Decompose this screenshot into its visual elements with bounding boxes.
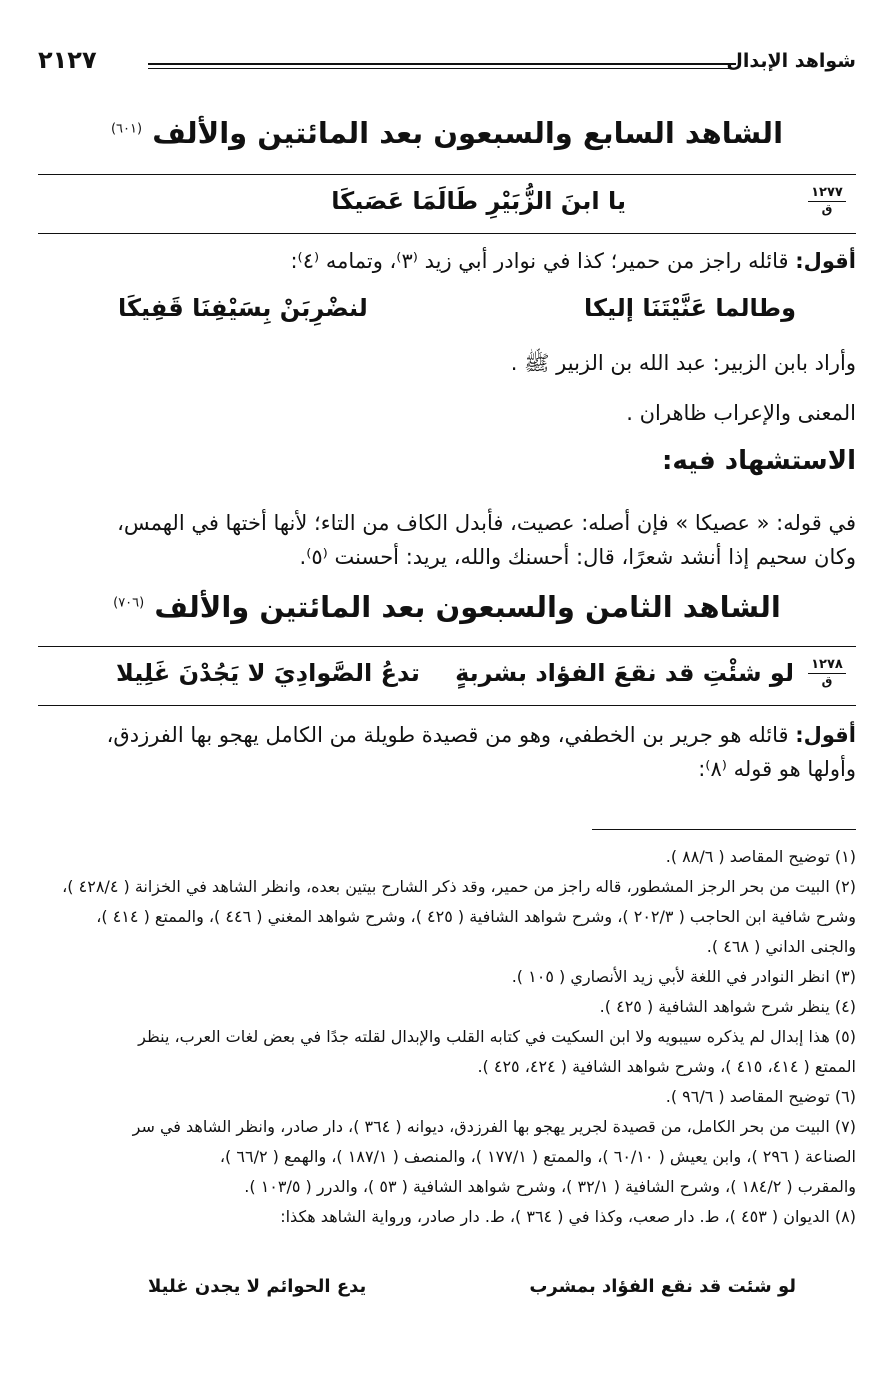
meaning-line: المعنى والإعراب ظاهران .: [626, 401, 856, 425]
commentary-label: أقول:: [795, 723, 856, 747]
commentary-line: [38, 718, 856, 752]
footnote-line: (٧) البيت من بحر الكامل، من قصيدة لجرير يهجو بها الفرزدق، ديوانه ( ٣٦٤ )، دار صادر، وانظر الشاهد في سر: [132, 1117, 856, 1136]
verse-number-value: ١٢٧٨: [811, 657, 843, 672]
header-rule: [148, 63, 736, 69]
running-header: [38, 46, 856, 90]
footnote-line: (٢) البيت من بحر الرجز المشطور، قاله راجز من حمير، وقد ذكر الشارح بيتين بعده، وانظر الشاهد في الخزانة ( ٤٢٨/٤ )،: [62, 877, 856, 896]
footnote-line: (٤) ينظر شرح شواهد الشافية ( ٤٢٥ ).: [599, 997, 856, 1016]
witness-heading-ref: (٧٠٦): [113, 595, 145, 611]
section-title: الاستشهاد فيه:: [661, 446, 856, 476]
witness-heading-text: الشاهد السابع والسبعون بعد المائتين والألف: [152, 116, 784, 150]
poem-first-hemistich: وطالما عَنَّيْتَنَا إليكا: [584, 294, 796, 322]
footnote-line: (٣) انظر النوادر في اللغة لأبي زيد الأنصاري ( ١٠٥ ).: [511, 967, 856, 986]
poem-second-hemistich: لنضْرِبَنْ بِسَيْفِنَا قَفِيكَا: [118, 294, 368, 322]
witness-heading-ref: (٦٠١): [110, 121, 143, 137]
witness-heading-text: الشاهد الثامن والسبعون بعد المائتين والألف: [154, 590, 781, 624]
footnote-line: (١) توضيح المقاصد ( ٨٨/٦ ).: [665, 847, 856, 866]
commentary-text: قائله هو جرير بن الخطفي، وهو من قصيدة طويلة من الكامل يهجو بها الفرزدق،: [106, 723, 796, 747]
footnote-line: الصناعة ( ٢٩٦ )، وابن يعيش ( ٦٠/١٠ )، والممتع ( ١٧٧/١ )، والمنصف ( ١٨٧/١ )، والهمع ( ٦٦/٢ )،: [219, 1147, 856, 1166]
note-line: وأراد بابن الزبير: عبد الله بن الزبير ﷺ .: [510, 351, 856, 375]
footnote-line: والجنى الداني ( ٤٦٨ ).: [706, 937, 856, 956]
verse-text: يا ابنَ الزُّبَيْرِ طَالَمَا عَصَيكَا: [331, 187, 626, 215]
verse-number: [802, 185, 852, 216]
footnote-separator: [592, 829, 856, 830]
witness-heading: [38, 116, 856, 150]
note-paragraph: [38, 346, 856, 380]
footnote-line: الممتع ( ٤١٤، ٤١٥ )، وشرح شواهد الشافية ( ٤٢٤، ٤٢٥ ).: [477, 1057, 856, 1076]
verse-number: [802, 657, 852, 688]
verse-first-hemistich: لو شئْتِ قد نقعَ الفؤاد بشربةٍ: [455, 659, 794, 687]
footnote-line: والمقرب ( ١٨٤/٢ )، وشرح الشافية ( ٣٢/١ )، وشرح شواهد الشافية ( ٥٣ )، والدرر ( ١٠٣/٥ ).: [244, 1177, 856, 1196]
running-title: شواهد الإبدال: [726, 50, 856, 72]
footnote-poem: [38, 1276, 856, 1306]
footnote-poem-first-hemistich: لو شئت قد نقع الفؤاد بمشرب: [529, 1276, 796, 1297]
istishhad-line: في قوله: « عصيكا » فإن أصله: عصيت، فأبدل الكاف من التاء؛ لأنها أختها في الهمس،: [117, 511, 856, 535]
commentary-label: أقول:: [795, 249, 856, 273]
footnotes: [38, 842, 856, 1232]
verse-second-hemistich: تدعُ الصَّوادِيَ لا يَجُدْنَ غَلِيلا: [116, 659, 420, 687]
verse-box: [38, 174, 856, 234]
footnote-poem-second-hemistich: يدع الحوائم لا يجدن غليلا: [148, 1276, 367, 1297]
verse-number-suffix: ق: [821, 674, 833, 688]
meaning-paragraph: [38, 396, 856, 430]
commentary-paragraph: [38, 718, 856, 786]
footnote-line: (٦) توضيح المقاصد ( ٩٦/٦ ).: [665, 1087, 856, 1106]
istishhad-paragraph: [38, 506, 856, 574]
commentary-line: [38, 244, 856, 278]
verse-number-suffix: ق: [821, 202, 833, 216]
footnote-line: وشرح شافية ابن الحاجب ( ٢٠٢/٣ )، وشرح شواهد الشافية ( ٤٢٥ )، وشرح شواهد المغني ( ٤٤٦ )، والممتع ( ٤١٤ )،: [96, 907, 856, 926]
verse-box: [38, 646, 856, 706]
commentary-paragraph: [38, 244, 856, 278]
poem-couplet: [38, 294, 856, 334]
verse-number-value: ١٢٧٧: [811, 185, 843, 200]
istishhad-line: وكان سحيم إذا أنشد شعرًا، قال: أحسنك والله، يريد: أحسنت ⁽٥⁾.: [299, 545, 856, 569]
commentary-line: وأولها هو قوله ⁽٨⁾:: [698, 757, 856, 781]
commentary-text: قائله راجز من حمير؛ كذا في نوادر أبي زيد ⁽٣⁾، وتمامه ⁽٤⁾:: [290, 249, 796, 273]
page-number: ٢١٢٧: [38, 46, 97, 74]
footnote-line: (٥) هذا إبدال لم يذكره سيبويه ولا ابن السكيت في كتابه القلب والإبدال لقلته جدًا في بعض لغات العرب، ينظر: [138, 1027, 856, 1046]
witness-heading: [38, 590, 856, 624]
footnote-line: (٨) الديوان ( ٤٥٣ )، ط. دار صعب، وكذا في ( ٣٦٤ )، ط. دار صادر، ورواية الشاهد هكذا:: [280, 1207, 856, 1226]
